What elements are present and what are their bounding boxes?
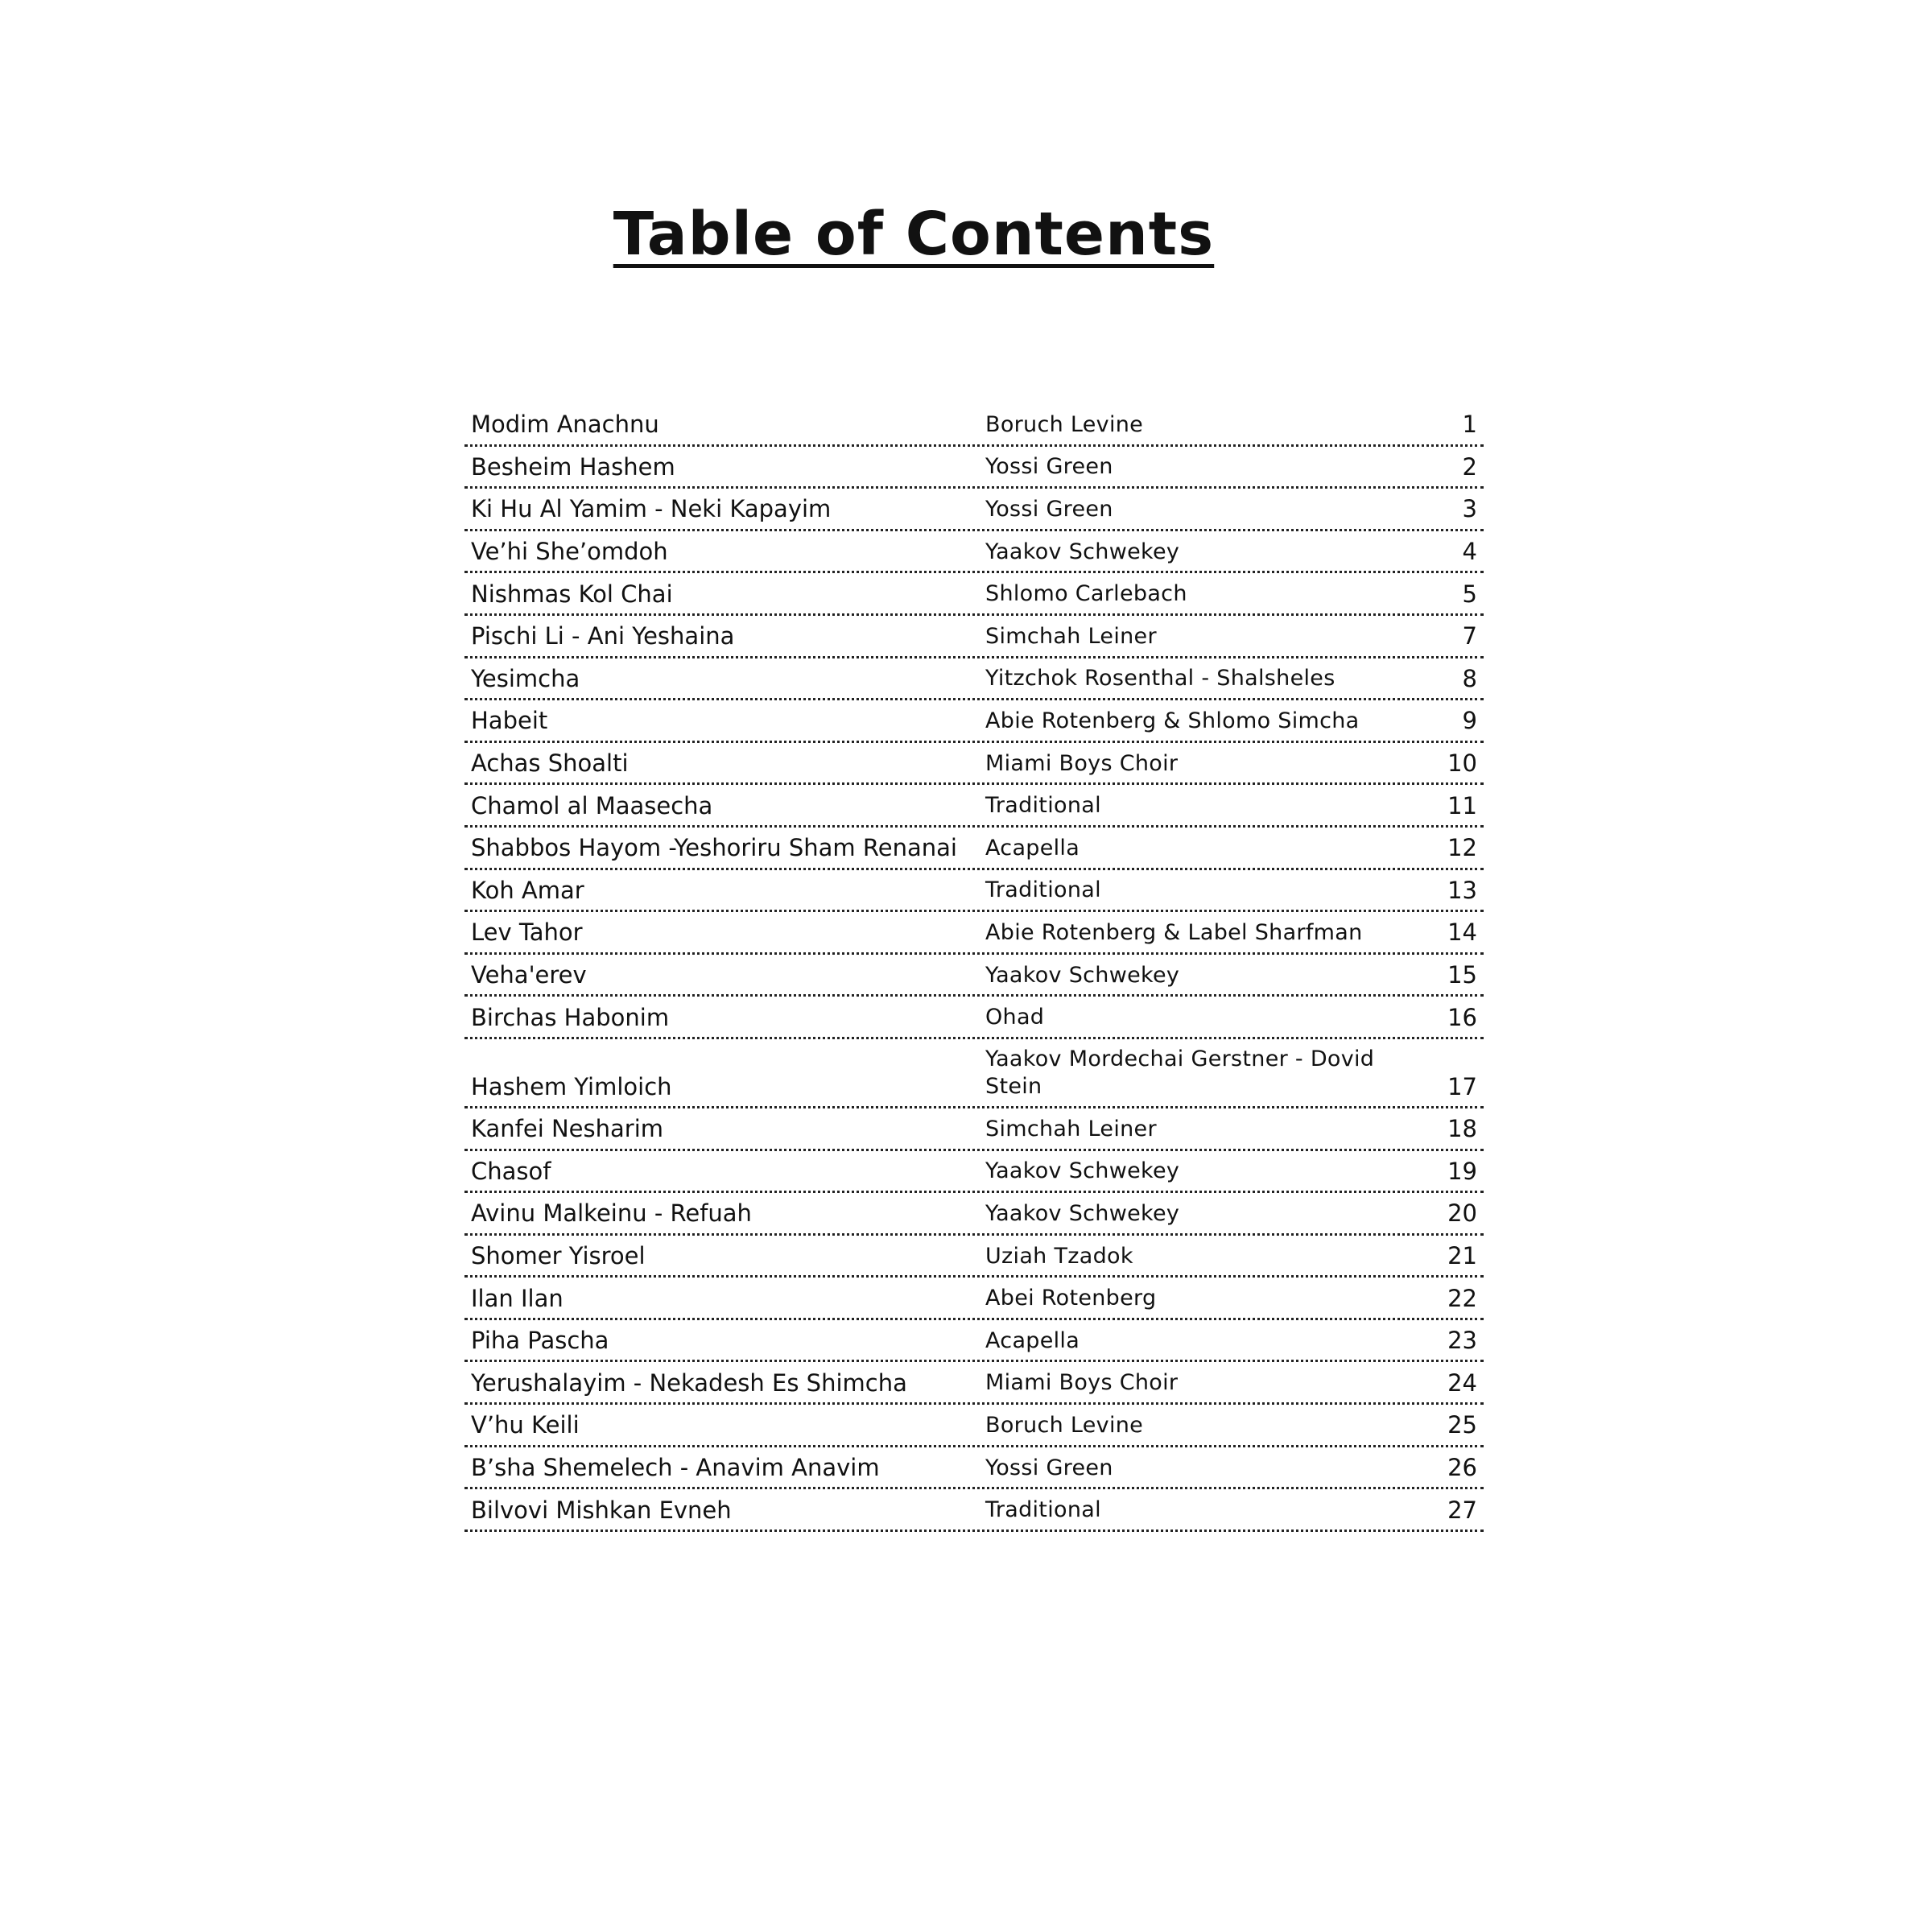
song-artist: Yaakov Schwekey xyxy=(985,1200,1180,1226)
toc-row xyxy=(464,1489,1484,1532)
page-title: Table of Contents xyxy=(613,200,1215,269)
song-artist: Yaakov Mordechai Gerstner - Dovid Stein xyxy=(985,1046,1375,1100)
toc-row xyxy=(464,870,1484,913)
song-artist: Abei Rotenberg xyxy=(985,1286,1157,1311)
toc-row xyxy=(464,1447,1484,1490)
toc-row xyxy=(464,658,1484,701)
song-title: Habeit xyxy=(471,707,548,735)
toc-table xyxy=(464,404,1484,1532)
page-number: 8 xyxy=(1462,664,1477,692)
song-artist: Acapella xyxy=(985,835,1080,861)
page-number: 17 xyxy=(1447,1072,1477,1100)
song-artist: Yaakov Schwekey xyxy=(985,1158,1180,1184)
song-artist: Uziah Tzadok xyxy=(985,1243,1133,1269)
page-number: 15 xyxy=(1447,960,1477,989)
song-title: Ilan Ilan xyxy=(471,1284,564,1312)
song-title: Shabbos Hayom -Yeshoriru Sham Renanai xyxy=(471,834,957,862)
page-number: 3 xyxy=(1462,495,1477,523)
song-title: Pischi Li - Ani Yeshaina xyxy=(471,622,735,650)
song-artist: Traditional xyxy=(985,877,1101,903)
song-artist: Simchah Leiner xyxy=(985,1116,1157,1141)
song-title: Shomer Yisroel xyxy=(471,1241,646,1269)
page-number: 21 xyxy=(1447,1241,1477,1269)
toc-row xyxy=(464,743,1484,786)
song-title: Achas Shoalti xyxy=(471,749,629,777)
page-number: 9 xyxy=(1462,707,1477,735)
toc-row xyxy=(464,1193,1484,1236)
toc-row xyxy=(464,404,1484,447)
page-number: 4 xyxy=(1462,538,1477,566)
song-artist: Miami Boys Choir xyxy=(985,1370,1179,1396)
page-number: 26 xyxy=(1447,1453,1477,1481)
page-number: 27 xyxy=(1447,1496,1477,1524)
song-artist: Yitzchok Rosenthal - Shalsheles xyxy=(985,666,1335,691)
song-artist: Yossi Green xyxy=(985,454,1113,480)
page-number: 11 xyxy=(1447,791,1477,819)
page-number: 19 xyxy=(1447,1157,1477,1185)
song-artist: Traditional xyxy=(985,793,1101,819)
page-number: 22 xyxy=(1447,1284,1477,1312)
page-number: 20 xyxy=(1447,1199,1477,1228)
song-title: Ki Hu Al Yamim - Neki Kapayim xyxy=(471,495,832,523)
song-title: Koh Amar xyxy=(471,876,584,904)
toc-row xyxy=(464,1039,1484,1108)
page-number: 14 xyxy=(1447,919,1477,947)
page-number: 16 xyxy=(1447,1003,1477,1031)
song-artist: Simchah Leiner xyxy=(985,623,1157,649)
song-title: Yerushalayim - Nekadesh Es Shimcha xyxy=(471,1368,907,1397)
toc-row xyxy=(464,1320,1484,1363)
toc-row xyxy=(464,1236,1484,1278)
song-artist: Ohad xyxy=(985,1005,1045,1030)
song-title: Modim Anachnu xyxy=(471,411,659,439)
page-number: 5 xyxy=(1462,580,1477,608)
song-artist: Miami Boys Choir xyxy=(985,750,1179,776)
toc-row xyxy=(464,700,1484,743)
song-artist: Yossi Green xyxy=(985,1455,1113,1480)
page-number: 23 xyxy=(1447,1327,1477,1355)
toc-row xyxy=(464,616,1484,658)
song-title: Piha Pascha xyxy=(471,1327,609,1355)
toc-row xyxy=(464,1108,1484,1151)
page-number: 24 xyxy=(1447,1368,1477,1397)
toc-row xyxy=(464,1278,1484,1320)
toc-row xyxy=(464,489,1484,531)
toc-row xyxy=(464,997,1484,1039)
toc-row xyxy=(464,447,1484,489)
song-title: Ve’hi She’omdoh xyxy=(471,538,668,566)
song-title: Kanfei Nesharim xyxy=(471,1115,664,1143)
song-title: V’hu Keili xyxy=(471,1411,580,1439)
song-title: Avinu Malkeinu - Refuah xyxy=(471,1199,752,1228)
song-title: Nishmas Kol Chai xyxy=(471,580,673,608)
page-number: 25 xyxy=(1447,1411,1477,1439)
song-title: Besheim Hashem xyxy=(471,452,675,481)
toc-row xyxy=(464,1405,1484,1447)
song-artist: Abie Rotenberg & Shlomo Simcha xyxy=(985,708,1360,733)
page-number: 10 xyxy=(1447,749,1477,777)
toc-row xyxy=(464,785,1484,828)
toc-row xyxy=(464,1362,1484,1405)
song-title: Chamol al Maasecha xyxy=(471,791,713,819)
song-title: Lev Tahor xyxy=(471,919,583,947)
toc-row xyxy=(464,573,1484,616)
page-number: 13 xyxy=(1447,876,1477,904)
song-title: Hashem Yimloich xyxy=(471,1072,672,1100)
song-artist: Yossi Green xyxy=(985,497,1113,522)
song-title: B’sha Shemelech - Anavim Anavim xyxy=(471,1453,880,1481)
song-title: Birchas Habonim xyxy=(471,1003,670,1031)
page-number: 1 xyxy=(1462,411,1477,439)
toc-row xyxy=(464,828,1484,870)
song-artist: Traditional xyxy=(985,1497,1101,1523)
song-artist: Abie Rotenberg & Label Sharfman xyxy=(985,919,1363,945)
toc-row xyxy=(464,912,1484,955)
toc-row xyxy=(464,1151,1484,1194)
song-artist: Shlomo Carlebach xyxy=(985,581,1187,607)
song-artist: Boruch Levine xyxy=(985,411,1144,437)
page-number: 2 xyxy=(1462,452,1477,481)
page-number: 7 xyxy=(1462,622,1477,650)
song-title: Bilvovi Mishkan Evneh xyxy=(471,1496,732,1524)
page-number: 12 xyxy=(1447,834,1477,862)
toc-row xyxy=(464,955,1484,997)
song-artist: Acapella xyxy=(985,1327,1080,1353)
song-artist: Yaakov Schwekey xyxy=(985,539,1180,564)
song-artist: Boruch Levine xyxy=(985,1412,1144,1438)
page-number: 18 xyxy=(1447,1115,1477,1143)
toc-row xyxy=(464,531,1484,574)
song-artist: Yaakov Schwekey xyxy=(985,962,1180,988)
song-title: Chasof xyxy=(471,1157,551,1185)
song-title: Yesimcha xyxy=(471,664,580,692)
song-title: Veha'erev xyxy=(471,960,587,989)
